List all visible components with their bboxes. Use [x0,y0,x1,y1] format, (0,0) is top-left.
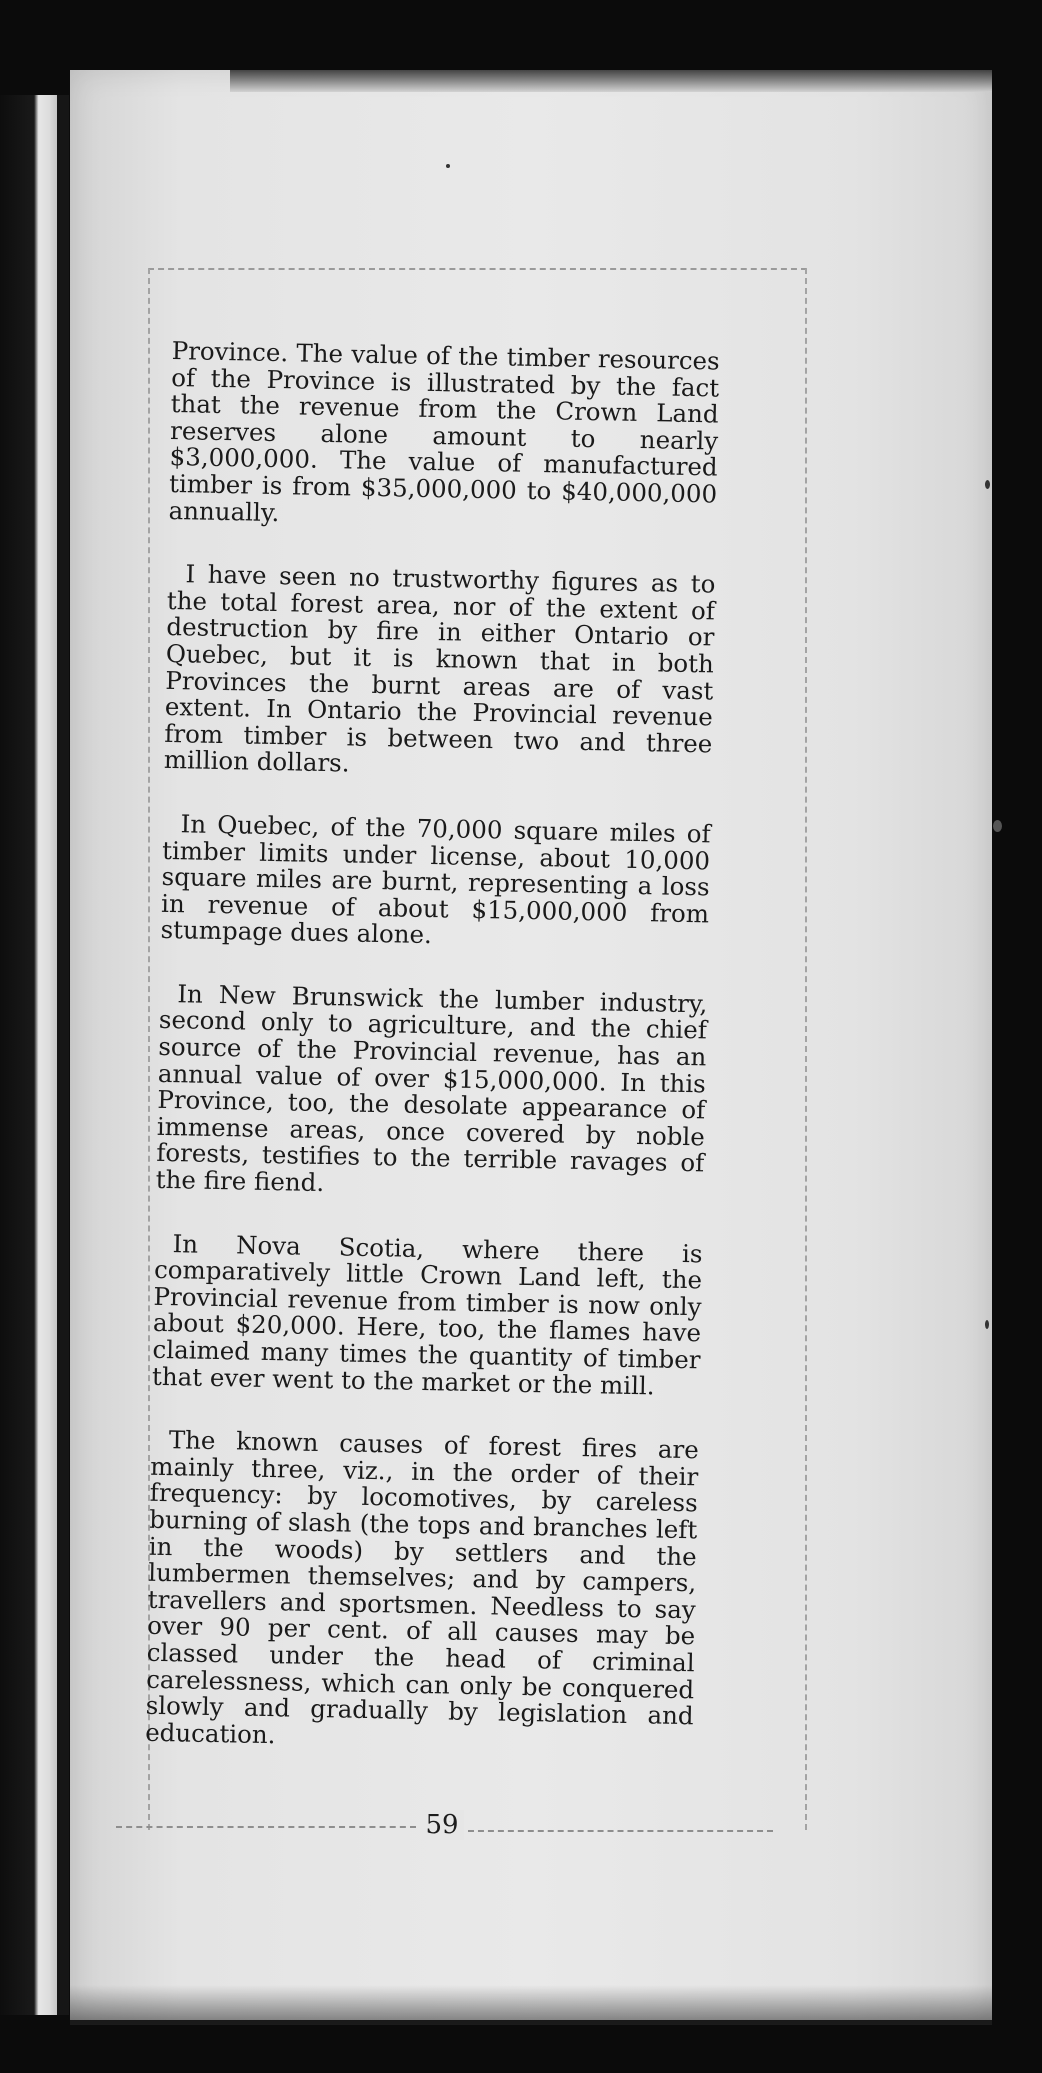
body-text [144,338,720,1794]
page-border-bottom-right [468,1830,773,1832]
paragraph-quebec-losses: In Quebec, of the 70,000 square miles of timber limits under license, about 10,000 square miles are burnt, representing a loss in revenue of about $15,000,000 from stumpage dues alone. [160,809,711,950]
page-border-bottom-left [116,1826,416,1828]
paragraph-fire-causes: The known causes of forest fires are mainly three, viz., in the order of their frequency: by locomotives, by careless burning of slash (the tops and branches left in the woods) by settlers and the lumbermen themselves; and by campers, travellers and sportsmen. Needless to say over 90 per cent. of all causes may be classed under the head of criminal carelessness, which can only be conquered slowly and gradually by legislation and education. [144,1425,700,1749]
dust-speck [985,1320,989,1329]
page-number: 59 [420,1810,464,1840]
binding-shadow [57,95,69,2015]
facing-page-edge [0,95,62,2015]
paper-top-edge [230,70,992,92]
dust-speck [993,820,1002,832]
paragraph-ontario-quebec: I have seen no trustworthy figures as to the total forest area, nor of the extent of destruction by fire in either Ontario or Quebec, but it is known that in both Provinces the burnt areas are of vast extent. In Ontario the Provincial revenue from timber is between two and three million dollars. [163,559,716,778]
paper-bottom-edge [70,1985,992,2025]
dust-speck [446,164,450,168]
paragraph-timber-value: Province. The value of the timber resources of the Province is illustrated by the fact that the revenue from the Crown Land reserves alone amount to nearly $3,000,000. The value of manufactured timber is from $35,000,000 to $40,000,000 annually. [168,336,720,527]
paragraph-nova-scotia: In Nova Scotia, where there is comparatively little Crown Land left, the Provincial revenue from timber is now only about $20,000. Here, too, the flames have claimed many times the quantity of timber that ever went to the market or the mill. [151,1228,703,1401]
dust-speck [985,480,990,489]
paragraph-new-brunswick: In New Brunswick the lumber industry, second only to agriculture, and the chief source of the Provincial revenue, has an annual value of over $15,000,000. In this Province, too, the desolate appearance of immense areas, once covered by noble forests, testifies to the terrible ravages of the fire fiend. [155,979,708,1198]
